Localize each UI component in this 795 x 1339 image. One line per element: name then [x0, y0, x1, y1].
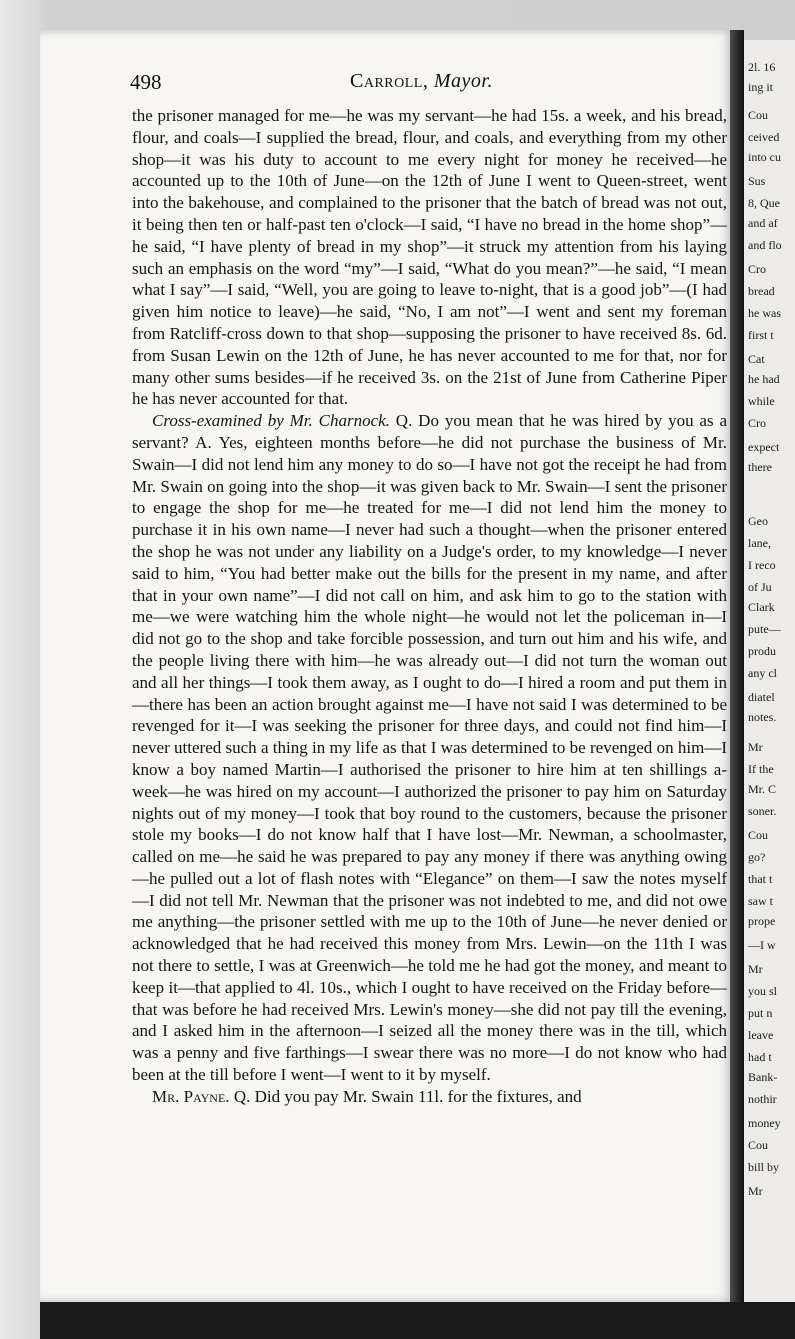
facing-page-line: If the: [748, 762, 774, 776]
running-head: [350, 70, 493, 93]
facing-page-line: Cou: [748, 828, 769, 842]
facing-page-line: 2l. 16: [748, 60, 776, 74]
page-gutter-shadow: [730, 30, 744, 1302]
facing-page-line: while: [748, 394, 775, 408]
facing-page-line: I reco: [748, 558, 776, 572]
facing-page-line: Geo: [748, 514, 768, 528]
facing-page-line: he was: [748, 306, 781, 320]
facing-page-line: and af: [748, 216, 778, 230]
facing-page-line: saw t: [748, 894, 773, 908]
facing-page-line: any cl: [748, 666, 777, 680]
facing-page-line: had t: [748, 1050, 772, 1064]
facing-page-line: Cro: [748, 262, 766, 276]
facing-page-line: produ: [748, 644, 776, 658]
facing-page-line: put n: [748, 1006, 773, 1020]
facing-page-line: and flo: [748, 238, 782, 252]
running-head-name: Carroll,: [350, 70, 429, 92]
payne-question-text: Q. Did you pay Mr. Swain 11l. for the fixtures, and: [233, 1086, 582, 1106]
page-number: 498: [130, 70, 162, 94]
facing-page-line: ceived: [748, 130, 780, 144]
facing-page-line: 8, Que: [748, 196, 780, 210]
payne-question-paragraph: [132, 1086, 727, 1108]
facing-page-line: money: [748, 1116, 781, 1130]
scan-bottom-border: [40, 1302, 795, 1339]
cross-examination-paragraph: [132, 410, 727, 1086]
cross-examination-label: Cross-examined by Mr. Charnock.: [152, 411, 390, 431]
facing-page-line: pute—: [748, 622, 781, 636]
body-text: [132, 105, 727, 1108]
facing-page-line: he had: [748, 372, 780, 386]
facing-page-line: ing it: [748, 80, 774, 94]
facing-page-line: soner.: [748, 804, 777, 818]
facing-page-line: nothir: [748, 1092, 777, 1106]
facing-page-line: Bank-: [748, 1070, 778, 1084]
facing-page-line: Mr. C: [748, 782, 777, 796]
facing-page-line: of Ju: [748, 580, 772, 594]
facing-page-line: bread: [748, 284, 775, 298]
facing-page-line: —I w: [748, 938, 776, 952]
facing-page-line: first t: [748, 328, 774, 342]
facing-page-line: Mr: [748, 740, 763, 754]
running-head-title: Mayor.: [433, 70, 493, 92]
facing-page-line: Cat: [748, 352, 765, 366]
facing-page-line: Sus: [748, 174, 766, 188]
facing-page-line: diatel: [748, 690, 775, 704]
facing-page-line: go?: [748, 850, 766, 864]
facing-page-line: there: [748, 460, 772, 474]
cross-examination-text: Q. Do you mean that he was hired by you as a servant? A. Yes, eighteen months before—he did not purchase the business of Mr. Swain—I did not lend him any money to do so—I have not got the receipt he had from Mr. Swain on going into the shop—it was given back to Mr. Swain—I sent the prisoner to engage the shop for me—he treated for me—I did not lend him the money to purchase it in his own name—I never had such a thought—when the prisoner entered the shop he was not under any liability on a Judge's order, to my knowledge—I never said to him, “You had better make out the bills for the present in my name, and after that in your own name”—I did not call on him, and ask him to go to the station with me—we were watching him the whole night—he would not let the policeman in—I did not go to the shop and take forcible possession, and turn out him and his wife, and the people living there with him—he was already out—I did not turn the woman out and all her things—I took them away, as I ought to do—I hired a room and put them in—there has been an action brought against me—I have not said I was determined to be revenged for it—I was seeking the prisoner for three days, and could not find him—I never uttered such a thing in my life as that I was determined to be revenged on him—I know a boy named Martin—I authorised the prisoner to hire him at ten shillings a-week—he was hired on my account—I authorized the prisoner to pay him on Saturday nights out of my money—I took that boy round to the customers, because the prisoner stole my books—I do not know half that I have lost—Mr. Newman, a schoolmaster, called on me—he said he was prepared to pay any money if there was anything owing—he pulled out a lot of flash notes with “Elegance” on them—I saw the notes myself—I did not tell Mr. Newman that the prisoner was not indebted to me, and did not owe me anything—the prisoner settled with me up to the 10th of June—he never denied or acknowledged that he had received this money from Mrs. Lewin—on the 11th I was not there to settle, I was at Greenwich—he told me he had got the money, and meant to keep it—that applied to 4l. 10s., which I ought to have received on the Friday before—that was before he had received Mrs. Lewin's money—she did not pay till the evening, and I asked him in the afternoon—I seized all the money there was in the till, which was a penny and five farthings—I swear there was no more—I do not know who had been at the till before I went—I went to it by myself.: [132, 411, 728, 1085]
testimony-paragraph: the prisoner managed for me—he was my servant—he had 15s. a week, and his bread, flour, and coals—I supplied the bread, flour, and coals, and everything from my other shop—it was his duty to account to me every night for money he received—he accounted up to the 10th of June—on the 12th of June I went to Queen-street, went into the bakehouse, and complained to the prisoner that the batch of bread was not out, it being then ten or half-past ten o'clock—I said, “I have no bread in the home shop”—he said, “I have plenty of bread in my shop”—it struck my attention from his laying such an emphasis on the word “my”—I said, “What do you mean?”—he said, “I mean what I say”—I said, “Well, you are going to leave to-night, that is a good job”—(I had given him notice to leave)—he said, “No, I am not”—I went and sent my foreman from Ratcliff-cross down to that shop—supposing the prisoner to have received 8s. 6d. from Susan Lewin on the 12th of June, he has never accounted to me for that, nor for many other sums besides—if he received 3s. on the 21st of June from Catherine Piper he has never accounted for that.: [132, 106, 727, 409]
facing-page-line: expect: [748, 440, 780, 454]
facing-page-line: lane,: [748, 536, 771, 550]
payne-label: Mr. Payne.: [152, 1086, 230, 1106]
facing-page-line: you sl: [748, 984, 778, 998]
facing-page-line: Cou: [748, 108, 769, 122]
facing-page-line: Mr: [748, 962, 763, 976]
facing-page-line: Cro: [748, 416, 766, 430]
book-page: [40, 30, 734, 1302]
facing-page-line: bill by: [748, 1160, 780, 1174]
facing-page-line: Mr: [748, 1184, 763, 1198]
facing-page-line: that t: [748, 872, 773, 886]
facing-page-line: Clark: [748, 600, 775, 614]
facing-page-line: prope: [748, 914, 776, 928]
facing-page-line: notes.: [748, 710, 777, 724]
page-header: [40, 70, 734, 100]
facing-page-line: Cou: [748, 1138, 769, 1152]
facing-page-line: into cu: [748, 150, 781, 164]
facing-page-fragment: [744, 40, 795, 1302]
facing-page-line: leave: [748, 1028, 774, 1042]
